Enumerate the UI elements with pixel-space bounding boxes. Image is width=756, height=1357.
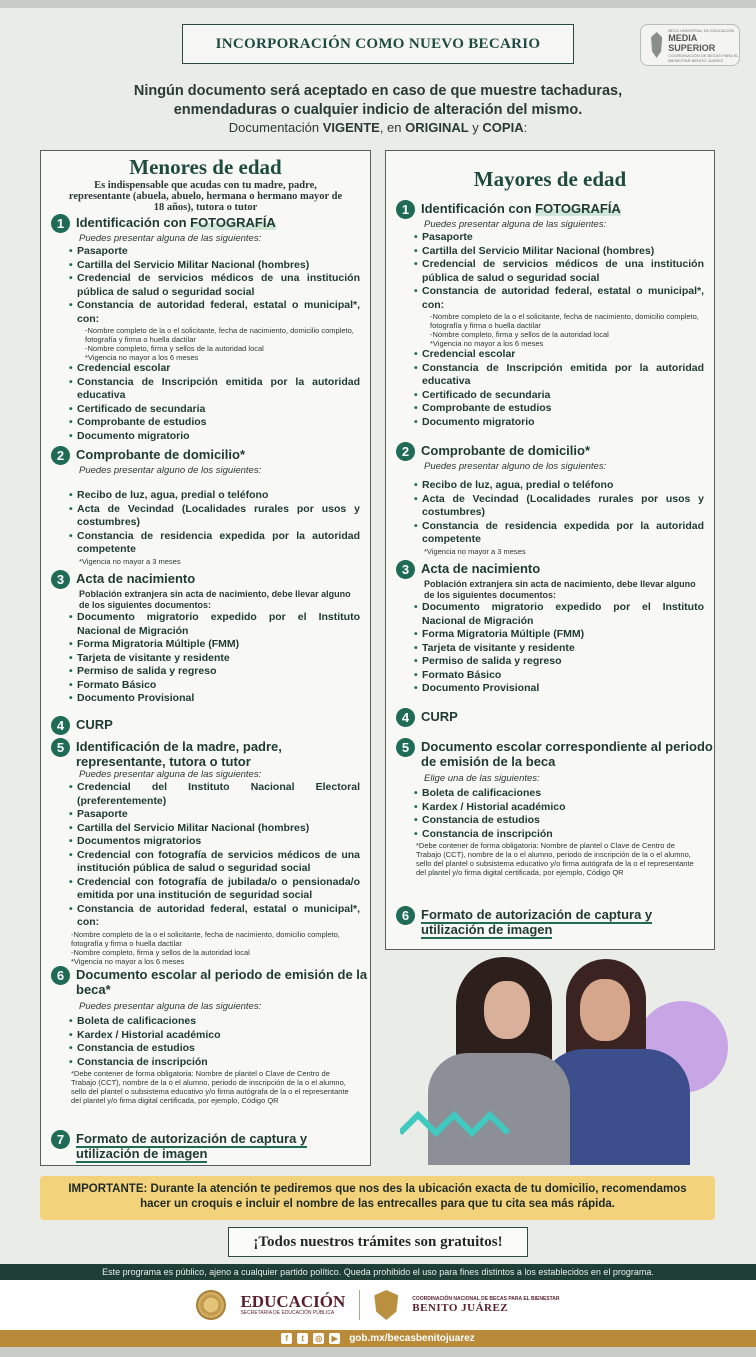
list-item: • Boleta de calificaciones [414,787,704,801]
becas-logo [412,1296,559,1314]
section-title [76,1129,370,1161]
item-list [386,601,714,696]
list-item: • Certificado de secundaria [69,403,360,417]
list-item: • Constancia de residencia expedida por la autoridad competente [69,530,360,557]
students-photo [400,955,730,1165]
note-line: -Nombre completo, firma y sellos de la autoridad local [430,330,609,339]
list-item: • Documento migratorio expedido por el Instituto Nacional de Migración [414,601,704,628]
section-hint: Puedes presentar alguna de las siguientes: [424,219,607,230]
legal-disclaimer: Este programa es público, ajeno a cualquier partido político. Queda prohibido el uso para fines distintos a los establecidos en el programa. [0,1264,756,1280]
section-note: *Debe contener de forma obligatoria: Nombre de plantel o Clave de Centro de Trabajo (CCT), nombre de la o el alumno, periodo de inscripción de la o el alumno, sello del plantel o subsistema educativo y/o firma autógrafa de la o el representante del plantel y/o firma digital certificada, por ejemplo, Código QR [416,841,694,877]
list-item: • Formato Básico [414,669,704,683]
list-item: • Documento migratorio [414,416,704,430]
section-title: Documento escolar al periodo de emisión de la beca* [76,967,368,997]
step-number: 6 [396,906,415,925]
list-item: • Cartilla del Servicio Militar Nacional (hombres) [69,822,360,836]
section-hint: Puedes presentar alguna de las siguientes: [79,1001,262,1012]
step-number: 2 [396,442,415,461]
note-line: *Vigencia no mayor a los 6 meses [85,353,199,362]
section-note: *Vigencia no mayor a 3 meses [79,556,181,566]
item-list [386,479,714,547]
list-item: • Constancia de inscripción [414,828,704,842]
list-item: • Formato Básico [69,679,360,693]
list-item: • Boleta de calificaciones [69,1015,360,1029]
list-item: • Tarjeta de visitante y residente [69,652,360,666]
section-title [421,199,621,216]
list-item: • Forma Migratoria Múltiple (FMM) [414,628,704,642]
list-item: • Cartilla del Servicio Militar Nacional (hombres) [414,245,704,259]
list-item: • Credencial con fotografía de servicios médicos de una institución pública de salud o seguridad social [69,849,360,876]
section-title: Comprobante de domicilio* [421,443,591,458]
adults-panel [385,150,715,950]
minors-subtitle: Es indispensable que acudas con tu madre, padre, representante (abuela, abuelo, hermana o hermano mayor de 18 años), tutora o tutor [68,180,343,213]
important-notice: IMPORTANTE: Durante la atención te pediremos que nos des la ubicación exacta de tu domicilio, recomendamos hacer un croquis e incluir el nombre de las entrecalles para que tu cita sea más rápida. [40,1176,715,1220]
warning-line-1: Ningún documento será aceptado en caso de que muestre tachaduras, [133,83,623,99]
shield-icon [651,32,662,58]
list-item: • Tarjeta de visitante y residente [414,642,704,656]
list-item: • Pasaporte [69,808,360,822]
top-bar [0,0,756,8]
item-list [386,787,714,841]
item-list [386,348,714,429]
list-item: • Acta de Vecindad (Localidades rurales por usos y costumbres) [69,503,360,530]
list-item: • Documentos migratorios [69,835,360,849]
step-number: 3 [51,570,70,589]
list-item: • Credencial escolar [414,348,704,362]
bj-subtitle: COORDINACIÓN NACIONAL DE BECAS PARA EL BIENESTAR [412,1296,560,1302]
adults-title: Mayores de edad [473,167,627,191]
minors-section-6 [41,965,370,1105]
doc-pre: Documentación [228,120,323,135]
small-notes [386,312,714,348]
adults-section-3 [386,559,714,696]
list-item: • Constancia de autoridad federal, estatal o municipal*, con: [414,285,704,312]
section-hint: Puedes presentar alguna de las siguientes: [79,233,262,244]
list-item: • Documento migratorio [69,430,360,444]
section-note: *Vigencia no mayor a 3 meses [424,546,526,556]
list-item: • Credencial con fotografía de jubilada/o o pensionada/o emitida por una institución de seguridad social [69,876,360,903]
step-number: 5 [396,738,415,757]
section-intro: Población extranjera sin acta de nacimiento, debe llevar alguno de los siguientes documentos: [424,579,696,600]
list-item: • Constancia de Inscripción emitida por la autoridad educativa [414,362,704,389]
list-item: • Recibo de luz, agua, predial o teléfono [414,479,704,493]
woman-face [580,979,630,1041]
list-item: • Kardex / Historial académico [69,1029,360,1043]
list-item: • Pasaporte [414,231,704,245]
adults-section-4 [386,707,714,727]
list-item: • Permiso de salida y regreso [414,655,704,669]
note-line: -Nombre completo de la o el solicitante, fecha de nacimiento, domicilio completo, fotografía y firma o huella dactilar [71,929,340,948]
title-highlight: FOTOGRAFÍA [190,215,276,230]
note-line: -Nombre completo, firma y sellos de la autoridad local [85,344,264,353]
list-item: • Comprobante de estudios [69,416,360,430]
doc-copia: COPIA [482,120,524,135]
authorization-form-link: Formato de autorización de captura y utilización de imagen [76,1131,308,1161]
media-superior-logo [640,24,740,66]
adults-section-6 [386,905,714,937]
item-list [41,362,370,443]
girl-face [484,981,530,1039]
list-item: • Credencial del Instituto Nacional Electoral (preferentemente) [69,781,360,808]
title-highlight: FOTOGRAFÍA [535,201,621,216]
end-bar [0,1347,756,1357]
item-list [41,611,370,706]
sep-seal-icon [196,1290,226,1320]
doc-end: : [523,120,528,135]
logo-small-bottom: COORDINACIÓN DE BECAS PARA EL BIENESTAR BENITO JUÁREZ [668,52,739,63]
minors-section-5 [41,737,370,966]
list-item: • Recibo de luz, agua, predial o teléfono [69,489,360,503]
twitter-icon[interactable]: t [297,1333,308,1344]
section-hint: Elige una de las siguientes: [424,773,540,784]
list-item: • Constancia de autoridad federal, estatal o municipal*, con: [69,903,360,930]
minors-section-2 [41,445,370,566]
list-item: • Credencial escolar [69,362,360,376]
website-link[interactable]: gob.mx/becasbenitojuarez [349,1333,475,1344]
item-list [41,489,370,557]
title-pre: Identificación con [421,201,536,216]
step-number: 7 [51,1130,70,1149]
list-item: • Constancia de autoridad federal, estatal o municipal*, con: [69,299,360,326]
step-number: 6 [51,966,70,985]
note-line: *Vigencia no mayor a los 6 meses [71,956,185,966]
title-pre: Identificación con [76,215,191,230]
step-number: 4 [51,716,70,735]
note-line: -Nombre completo de la o el solicitante, fecha de nacimiento, domicilio completo, fotografía y firma o huella dactilar [85,326,354,344]
doc-vigente: VIGENTE [322,120,380,135]
documentation-note [60,120,696,135]
section-title: Documento escolar correspondiente al periodo de emisión de la beca [421,739,713,769]
list-item: • Constancia de residencia expedida por la autoridad competente [414,520,704,547]
section-title: Acta de nacimiento [76,571,196,586]
list-item: • Documento migratorio expedido por el Instituto Nacional de Migración [69,611,360,638]
minors-section-4 [41,715,370,735]
section-hint: Puedes presentar alguno de los siguientes: [424,461,607,472]
section-title: Comprobante de domicilio* [76,447,246,462]
doc-mid2: y [468,120,483,135]
bj-wordmark: BENITO JUÁREZ [412,1302,509,1314]
item-list [41,781,370,930]
list-item: • Permiso de salida y regreso [69,665,360,679]
list-item: • Comprobante de estudios [414,402,704,416]
list-item: • Documento Provisional [414,682,704,696]
section-hint: Puedes presentar alguno de los siguientes: [79,465,262,476]
adults-section-5 [386,737,714,877]
edu-wordmark: EDUCACIÓN [240,1292,346,1311]
doc-mid1: , en [379,120,406,135]
logo-small-top: BECA UNIVERSAL DE EDUCACIÓN [668,27,735,33]
item-list [41,245,370,326]
list-item: • Constancia de estudios [69,1042,360,1056]
minors-section-7 [41,1129,370,1161]
step-number: 5 [51,738,70,757]
list-item: • Certificado de secundaria [414,389,704,403]
small-notes [41,326,370,362]
doc-original: ORIGINAL [405,120,469,135]
list-item: • Constancia de Inscripción emitida por la autoridad educativa [69,376,360,403]
youtube-icon[interactable]: ▶ [329,1333,340,1344]
section-title: Acta de nacimiento [421,561,541,576]
section-title [421,905,714,937]
authorization-form-link: Formato de autorización de captura y utilización de imagen [421,907,653,937]
becas-shield-icon [374,1290,398,1320]
note-line: -Nombre completo de la o el solicitante, fecha de nacimiento, domicilio completo, fotografía y firma o huella dactilar [430,312,699,330]
note-line: *Vigencia no mayor a los 6 meses [430,339,544,348]
item-list [41,1015,370,1069]
list-item: • Constancia de inscripción [69,1056,360,1070]
adults-section-1 [386,199,714,429]
facebook-icon[interactable]: f [281,1333,292,1344]
list-item: • Credencial de servicios médicos de una institución pública de salud o seguridad social [414,258,704,285]
section-hint: Puedes presentar alguna de las siguientes: [79,769,262,780]
section-title: Identificación de la madre, padre, representante, tutora o tutor [76,739,282,769]
logo-line-2: SUPERIOR [668,42,716,53]
minors-title: Menores de edad [129,155,282,179]
section-intro: Población extranjera sin acta de nacimiento, debe llevar alguno de los siguientes documentos: [79,589,351,610]
list-item: • Forma Migratoria Múltiple (FMM) [69,638,360,652]
minors-section-3 [41,569,370,706]
section-title: CURP [76,717,113,732]
minors-panel [40,150,371,1166]
warning-line-2: enmendaduras o cualquier indicio de alteración del mismo. [173,102,583,118]
small-notes [41,930,370,966]
edu-subtitle: SECRETARÍA DE EDUCACIÓN PÚBLICA [240,1310,335,1316]
step-number: 3 [396,560,415,579]
minors-section-1 [41,213,370,443]
page-title: INCORPORACIÓN COMO NUEVO BECARIO [182,24,574,64]
list-item: • Cartilla del Servicio Militar Nacional (hombres) [69,259,360,273]
list-item: • Credencial de servicios médicos de una institución pública de salud o seguridad social [69,272,360,299]
list-item: • Pasaporte [69,245,360,259]
sep-logo [240,1293,345,1317]
zigzag-decoration [400,1103,520,1143]
instagram-icon[interactable]: ◎ [313,1333,324,1344]
item-list [386,231,714,312]
footer-logos [0,1280,756,1330]
social-bar [0,1330,756,1347]
step-number: 2 [51,446,70,465]
free-procedures-banner: ¡Todos nuestros trámites son gratuitos! [228,1227,528,1257]
adults-section-2 [386,441,714,556]
note-line: -Nombre completo, firma y sellos de la autoridad local [71,947,250,957]
list-item: • Documento Provisional [69,692,360,706]
section-note: *Debe contener de forma obligatoria: Nombre de plantel o Clave de Centro de Trabajo (CCT), nombre de la o el alumno, periodo de inscripción de la o el alumno, sello del plantel o subsistema educativo y/o firma autógrafa de la o el representante del plantel y/o firma digital certificada, por ejemplo, Código QR [71,1069,349,1105]
section-title [76,213,276,230]
logo-divider [359,1290,360,1320]
step-number: 1 [51,214,70,233]
logo-line-1: MEDIA [668,32,698,43]
list-item: • Acta de Vecindad (Localidades rurales por usos y costumbres) [414,493,704,520]
section-title: CURP [421,709,458,724]
warning-text [60,82,696,120]
step-number: 4 [396,708,415,727]
list-item: • Kardex / Historial académico [414,801,704,815]
list-item: • Constancia de estudios [414,814,704,828]
step-number: 1 [396,200,415,219]
